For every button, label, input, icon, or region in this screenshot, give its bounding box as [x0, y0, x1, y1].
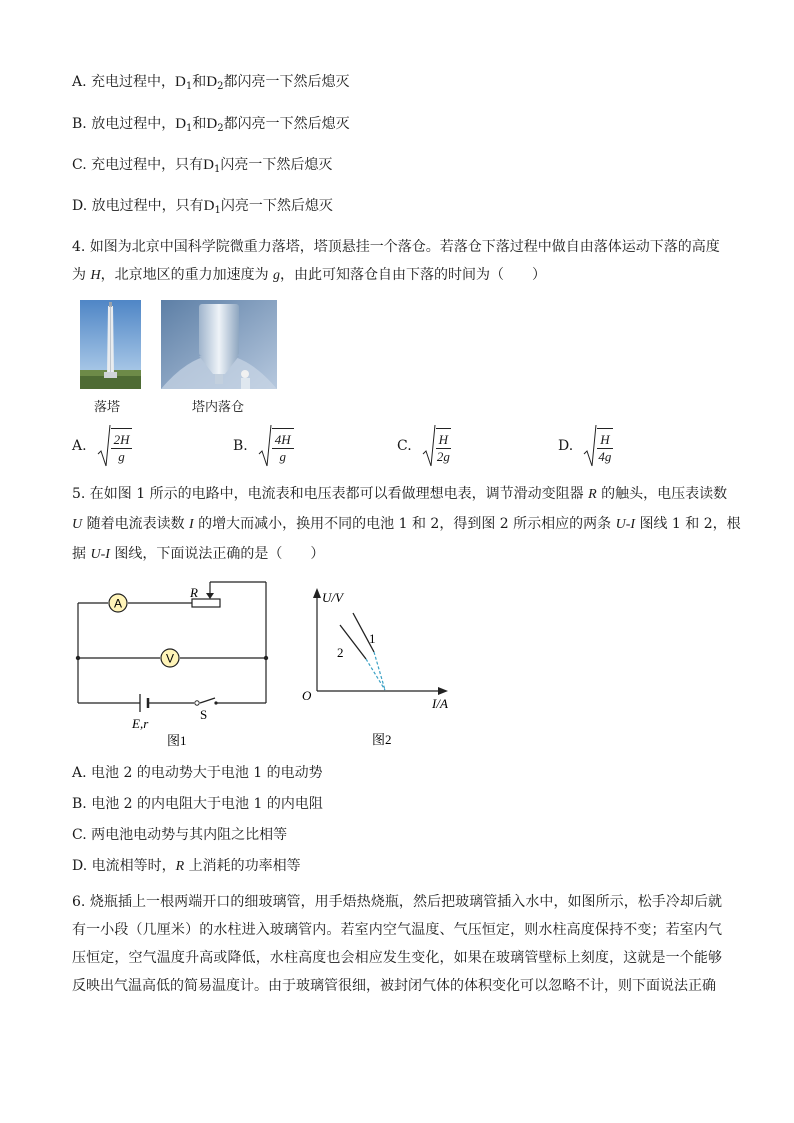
drop-tower-photo: [80, 300, 141, 389]
ammeter-label: A: [113, 596, 123, 611]
radical-sign-icon: [422, 424, 436, 468]
q4-option-b: B. $\frac{4H}{g}$: [233, 424, 294, 468]
q3-option-b: B. 放电过程中，$D_1$和$D_2$都闪亮一下然后熄灭: [72, 116, 350, 134]
graph-line-1-extension: [374, 652, 385, 690]
graph-line-2-extension: [366, 659, 385, 690]
q4-option-a: A. $\frac{2H}{g}$: [72, 424, 132, 468]
line-1-label: 1: [369, 631, 376, 646]
q3-option-a: A. 充电过程中，$D_1$和$D_2$都闪亮一下然后熄灭: [72, 74, 350, 92]
slider-arrow-icon: [206, 593, 214, 599]
circuit-diagram-figure1: [70, 576, 280, 751]
q5-option-d: D. 电流相等时，R 上消耗的功率相等: [72, 858, 301, 874]
radical-sign-icon: [258, 424, 272, 468]
q4-stem-line1: 4. 如图为北京中国科学院微重力落塔，塔顶悬挂一个落仓。若落仓下落过程中做自由落体运动下落的高度: [72, 239, 720, 255]
q5-option-a: A. 电池 2 的电动势大于电池 1 的电动势: [72, 765, 323, 781]
radical-sign-icon: [97, 424, 111, 468]
q4-option-d: D. $\frac{H}{4g}$: [558, 424, 613, 468]
rheostat-label: R: [190, 585, 198, 600]
voltmeter-label: V: [165, 651, 175, 666]
q5-stem-line1: 5. 在如图 1 所示的电路中，电流表和电压表都可以看做理想电表，调节滑动变阻器 R 的触头，电压表读数: [72, 486, 728, 502]
line-2-label: 2: [337, 645, 344, 660]
q5-stem-line2: U 随着电流表读数 I 的增大而减小，换用不同的电池 1 和 2，得到图 2 所示相应的两条 U-I 图线 1 和 2，根: [72, 516, 741, 532]
sqrt-expression: $\frac{2H}{g}$: [97, 424, 133, 468]
q3-option-c: C. 充电过程中，只有$D_1$闪亮一下然后熄灭: [72, 157, 333, 175]
origin-label: O: [302, 688, 312, 703]
capsule-photo: [161, 300, 277, 389]
drop-tower-caption: 落塔: [94, 400, 121, 415]
ui-graph-figure2: [296, 584, 466, 750]
figure2-caption: 图2: [372, 732, 392, 747]
q4-stem-line2: 为 H，北京地区的重力加速度为 g，由此可知落仓自由下落的时间为（ ）: [72, 267, 547, 283]
q6-stem: 6. 烧瓶插上一根两端开口的细玻璃管，用手焐热烧瓶，然后把玻璃管插入水中，如图所示，松手冷却后就有一小段（几厘米）的水柱进入玻璃管内。若室内空气温度、气压恒定，则水柱高度保持不变；若室内气压恒定，空气温度升高或降低，水柱高度也会相应发生变化，如果在玻璃管壁标上刻度，这就是一个能够反映出气温高低的简易温度计。由于玻璃管很细，被封闭气体的体积变化可以忽略不计，则下面说法正确: [72, 894, 722, 994]
x-axis-label: I/A: [432, 696, 448, 711]
capsule-caption: 塔内落仓: [192, 400, 245, 415]
radical-sign-icon: [583, 424, 597, 468]
q5-option-c: C. 两电池电动势与其内阻之比相等: [72, 827, 288, 843]
switch-contact: [214, 701, 217, 704]
sqrt-expression: $\frac{H}{4g}$: [583, 424, 612, 468]
battery-label: E,r: [132, 716, 149, 731]
switch-label: S: [200, 707, 208, 722]
rheostat-icon: [192, 599, 220, 607]
junction-dot: [264, 656, 268, 660]
figure1-caption: 图1: [167, 733, 187, 748]
sqrt-expression: $\frac{H}{2g}$: [422, 424, 451, 468]
q5-option-b: B. 电池 2 的内电阻大于电池 1 的内电阻: [72, 796, 323, 812]
sqrt-expression: $\frac{4H}{g}$: [258, 424, 294, 468]
y-axis-label: U/V: [322, 590, 343, 605]
switch-contact: [195, 701, 199, 705]
junction-dot: [76, 656, 80, 660]
q3-option-d: D. 放电过程中，只有$D_1$闪亮一下然后熄灭: [72, 198, 333, 216]
x-axis-arrow-icon: [438, 687, 448, 695]
q5-stem-line3: 据 U-I 图线，下面说法正确的是（ ）: [72, 546, 325, 562]
q4-option-c: C. $\frac{H}{2g}$: [397, 424, 451, 468]
y-axis-arrow-icon: [313, 588, 321, 598]
